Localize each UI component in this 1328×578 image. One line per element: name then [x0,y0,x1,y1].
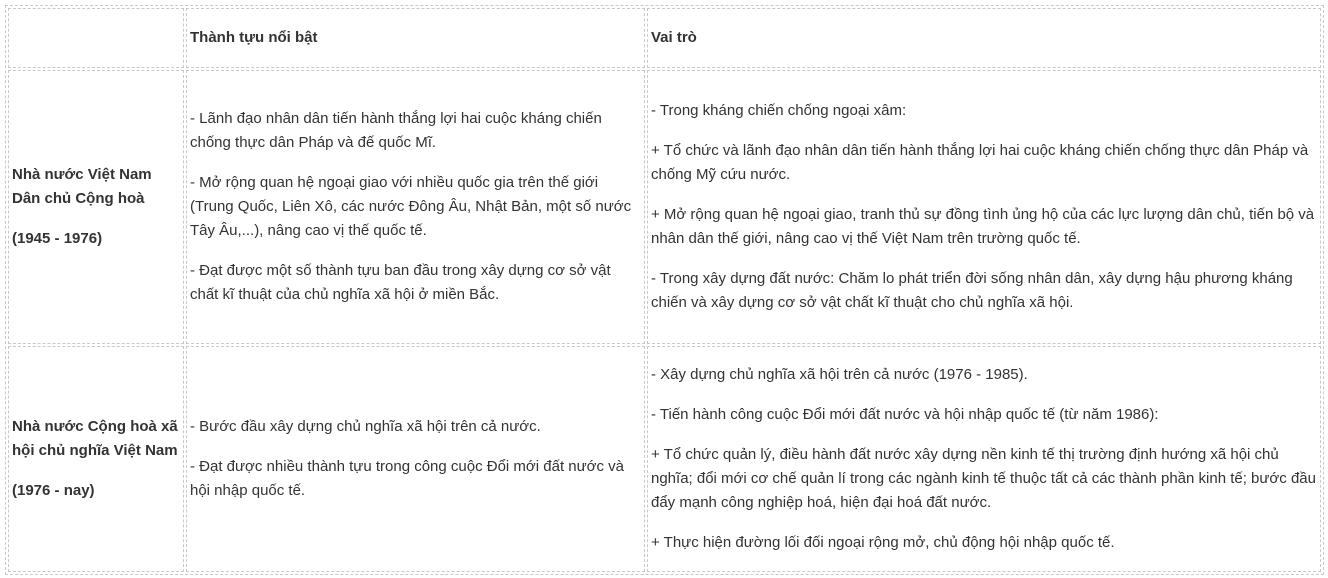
achievement-item: - Bước đầu xây dựng chủ nghĩa xã hội trên cả nước. [190,418,541,435]
state-cell [8,346,184,572]
table-row [8,346,1321,572]
role-item: - Trong xây dựng đất nước: Chăm lo phát triển đời sống nhân dân, xây dựng hậu phương kháng chiến và xây dựng cơ sở vật chất kĩ thuật cho chủ nghĩa xã hội. [651,270,1293,311]
achievement-item: - Mở rộng quan hệ ngoại giao với nhiều quốc gia trên thế giới (Trung Quốc, Liên Xô, các nước Đông Âu, Nhật Bản, một số nước Tây Âu,...), nâng cao vị thế quốc tế. [190,174,632,239]
state-years: (1976 - nay) [12,482,95,499]
roles-cell [647,346,1321,572]
roles-cell [647,70,1321,344]
achievements-cell [186,346,645,572]
achievement-item: - Đạt được một số thành tựu ban đầu trong xây dựng cơ sở vật chất kĩ thuật của chủ nghĩa xã hội ở miền Bắc. [190,262,611,303]
role-item: - Xây dựng chủ nghĩa xã hội trên cả nước (1976 - 1985). [651,366,1028,383]
state-years: (1945 - 1976) [12,230,103,247]
table-row [8,70,1321,344]
role-item: + Mở rộng quan hệ ngoại giao, tranh thủ sự đồng tình ủng hộ của các lực lượng dân chủ, tiến bộ và nhân dân thế giới, nâng cao vị thế Việt Nam trên trường quốc tế. [651,206,1315,247]
achievements-cell [186,70,645,344]
role-item: + Thực hiện đường lối đối ngoại rộng mở, chủ động hội nhập quốc tế. [651,534,1115,551]
role-item: + Tổ chức và lãnh đạo nhân dân tiến hành thắng lợi hai cuộc kháng chiến chống thực dân Pháp và chống Mỹ cứu nước. [651,142,1309,183]
header-row [8,8,1321,68]
header-cell-achievements: Thành tựu nổi bật [186,8,645,68]
header-cell-roles: Vai trò [647,8,1321,68]
state-name: Nhà nước Cộng hoà xã hội chủ nghĩa Việt Nam [12,418,178,459]
history-table [5,5,1324,575]
role-item: - Trong kháng chiến chống ngoại xâm: [651,102,907,119]
header-cell-empty [8,8,184,68]
role-item: - Tiến hành công cuộc Đổi mới đất nước và hội nhập quốc tế (từ năm 1986): [651,406,1159,423]
state-name: Nhà nước Việt Nam Dân chủ Cộng hoà [12,166,152,207]
achievement-item: - Lãnh đạo nhân dân tiến hành thắng lợi hai cuộc kháng chiến chống thực dân Pháp và đế quốc Mĩ. [190,110,602,151]
state-cell [8,70,184,344]
role-item: + Tổ chức quản lý, điều hành đất nước xây dựng nền kinh tế thị trường định hướng xã hội chủ nghĩa; đổi mới cơ chế quản lí trong các ngành kinh tế thuộc tất cả các thành phần kinh tế; bước đầu đẩy mạnh công nghiệp hoá, hiện đại hoá đất nước. [651,446,1316,511]
achievement-item: - Đạt được nhiều thành tựu trong công cuộc Đổi mới đất nước và hội nhập quốc tế. [190,458,625,499]
